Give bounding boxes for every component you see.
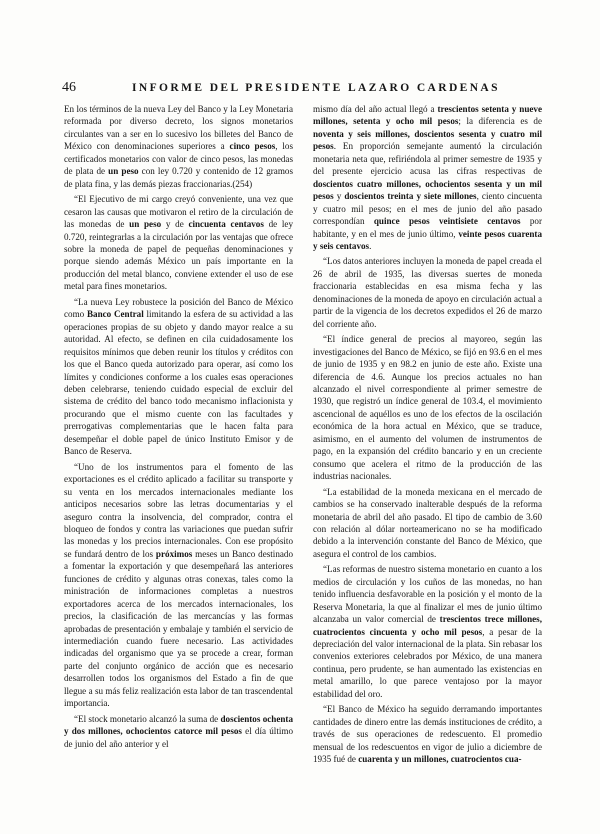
text-run: por habitante, y en el mes de junio último,: [313, 216, 542, 239]
bold-text: cinco pesos: [229, 141, 276, 152]
text-run: “Uno de los instrumentos para el fomento de las exportaciones es el crédito aplicado a facilitar su transporte y su venta en los mercados internacionales mediante los anticipos necesarios sobre las letras documentarias y el aseguro contra la insolvencia, del comprador, contra el bloqueo de fondos y contra las variaciones que puedan sufrir las monedas y los precios internacionales. Con ese propósito se fundará dentro de los: [64, 461, 293, 559]
page-number: 46: [62, 80, 76, 95]
text-run: con ley 0.720 y contenido de 12 gramos de plata fina, y las demás piezas fraccionarias.(254): [64, 166, 293, 189]
bold-text: doscientos treinta y siete millones: [344, 191, 477, 202]
text-run: ; la diferencia es de: [458, 116, 542, 127]
bold-text: veinte pesos cuarenta y seis centavos: [313, 228, 542, 251]
text-run: y de: [161, 219, 189, 230]
bold-text: trescientos setenta y nueve millones, setenta y ocho mil pesos: [313, 104, 542, 127]
text-run: “Los datos anteriores incluyen la moneda de papel creada el 26 de abril de 1935, las diversas suertes de moneda fraccionaria establecidas en esa misma fecha y las denominaciones de la moneda de apoyo en circulación actual a partir de la vigencia de los decretos expedidos el 26 de marzo del corriente año.: [313, 256, 542, 329]
running-title: INFORME DEL PRESIDENTE LAZARO CARDENAS: [132, 82, 500, 94]
text-run: . En proporción semejante aumentó la circulación monetaria neta que, refiriéndola al primer semestre de 1935 y del presente ejercicio acusa las cifras respectivas de: [313, 141, 542, 177]
paragraph: [313, 563, 542, 700]
text-run: “El Ejecutivo de mi cargo creyó conveniente, una vez que cesaron las causas que motivaron el retiro de la circulación de las monedas de: [64, 194, 293, 230]
bold-text: doscientos cuatro millones, ochocientos sesenta y un mil pesos: [313, 178, 542, 202]
text-run: “Las reformas de nuestro sistema monetario en cuanto a los medios de circulación y los cuños de las monedas, no han tenido influencia desfavorable en la posición y el monto de la Reserva Monetaria, la que al finalizar el mes de junio último alcanzaba un valor comercial de: [313, 564, 542, 625]
paragraph: [64, 713, 293, 750]
text-run: “El índice general de precios al mayoreo, según las investigaciones del Banco de México, se fijó en 93.6 en el mes de junio de 1935 y en 98.2 en junio de este año. Existe una diferencia de 4.6. Aunque los precios actuales no han alcanzado el nivel correspondiente al primer semestre de 1930, que registró un índice general de 103.4, el movimiento ascencional de aquéllos es uno de los efectos de la oscilación económica de la hora actual en México, que se traduce, asimismo, en el aumento del volumen de instrumentos de pago, en la expansión del crédito bancario y en un creciente consumo que acelera el ritmo de la producción de las industrias nacionales.: [313, 334, 542, 482]
text-run: .: [369, 240, 372, 251]
text-run: limitando la esfera de su actividad a las operaciones propias de su objeto y dando mayor realce a su autoridad. Al efecto, se definen en cila cuidadosamente los requisitos mínimos que deben reunir los títulos y créditos con los que el Banco queda autorizado para operar, así como los límites y condiciones conforme a los cuales esas operaciones deben celebrarse, teniendo cuidado especial de excluir del sistema de crédito del banco todo mecanismo inflacionista y procurando que el mismo cuente con las facultades y prerrogativas complementarias que le hacen falta para desempeñar el doble papel de único Instituto Emisor y de Banco de Reserva.: [64, 309, 293, 457]
text-run: meses un Banco destinado a fomentar la exportación y que desempeñará las anteriores funciones de crédito y algunas otras conexas, tales como la ministración de informaciones completas a nuestros exportadores acerca de los mercados internacionales, los precios, la clasificación de las mercancías y las formas aprobadas de presentación y embalaje y también el servicio de intermediación cuando fuere necesario. Las actividades indicadas del organismo que ya se procede a crear, forman parte del conjunto orgánico de acción que es necesario desarrollen todos los organismos del Estado a fin de que llegue a su más feliz realización esta labor de tan trascendental importancia.: [64, 548, 294, 709]
paragraph: [313, 333, 542, 482]
page-header: [62, 80, 538, 96]
text-run: , los certificados monetarios con valor de cinco pesos, las monedas de plata de: [64, 141, 293, 177]
text-run: el día último de junio del año anterior y el: [64, 726, 293, 749]
paragraph: [64, 103, 293, 190]
text-run: “El stock monetario alcanzó la suma de: [74, 713, 221, 724]
left-column: [64, 103, 293, 825]
right-column: [313, 103, 542, 825]
bold-text: un peso: [129, 219, 162, 230]
bold-text: cincuenta centavos: [188, 219, 264, 230]
text-run: mismo día del año actual llegó a: [313, 104, 438, 114]
bold-text: Banco Central: [86, 309, 144, 320]
bold-text: trescientos trece millones, cuatrocientos cincuenta y ocho mil pesos: [313, 614, 542, 637]
text-run: , ciento cincuenta y cuatro mil pesos; en el mes de junio del año pasado correspondían: [313, 191, 542, 227]
bold-text: un peso: [108, 166, 139, 177]
text-columns: [64, 103, 542, 825]
bold-text: cuarenta y un millones, cuatrocientos cua-: [358, 754, 522, 765]
text-run: “El Banco de México ha seguido derramando importantes cantidades de dinero entre las demás instituciones de crédito, a través de sus operaciones de redescuento. El promedio mensual de los redescuentos en vigor de julio a diciembre de 1935 fué de: [313, 704, 542, 765]
text-run: En los términos de la nueva Ley del Banco y la Ley Monetaria reformada por diverso decreto, los signos monetarios circulantes van a ser en lo sucesivo los billetes del Banco de México con denominaciones superiores a: [64, 104, 293, 152]
paragraph: [313, 103, 542, 252]
paragraph: [313, 703, 542, 765]
paragraph: [313, 255, 542, 330]
paragraph: [64, 193, 293, 293]
paragraph: [64, 461, 293, 710]
bold-text: quince pesos veintisiete centavos: [373, 216, 521, 227]
paragraph: [64, 296, 293, 458]
text-run: “La estabilidad de la moneda mexicana en el mercado de cambios se ha conservado inalterable después de la reforma monetaria de abril del año pasado. El tipo de cambio de 3.60 con relación al dólar norteamericano no se ha modificado debido a la intervención constante del Banco de México, que asegura el control de los cambios.: [313, 486, 542, 559]
bold-text: doscientos ochenta y dos millones, ochocientos catorce mil pesos: [64, 713, 294, 737]
bold-text: noventa y seis millones, doscientos sesenta y cuatro mil pesos: [313, 128, 542, 152]
text-run: de ley 0.720, reintegrarlas a la circulación por las ventajas que ofrece sobre la moneda de papel de pequeñas denominaciones y porque siendo además México un país importante en la producción del metal blanco, conviene extender el uso de ese metal para fines monetarios.: [64, 219, 293, 292]
bold-text: próximos: [155, 548, 193, 559]
text-run: y: [333, 191, 345, 202]
text-run: “La nueva Ley robustece la posición del Banco de México como: [64, 296, 293, 320]
text-run: , a pesar de la depreciación del valor internacional de la plata. Sin rebasar los convenios exteriores celebrados por México, de una manera continua, pero prudente, se han aumentado las existencias en metal amarillo, lo que parece ventajoso por la mayor estabilidad del oro.: [313, 626, 542, 699]
paragraph: [313, 486, 542, 561]
